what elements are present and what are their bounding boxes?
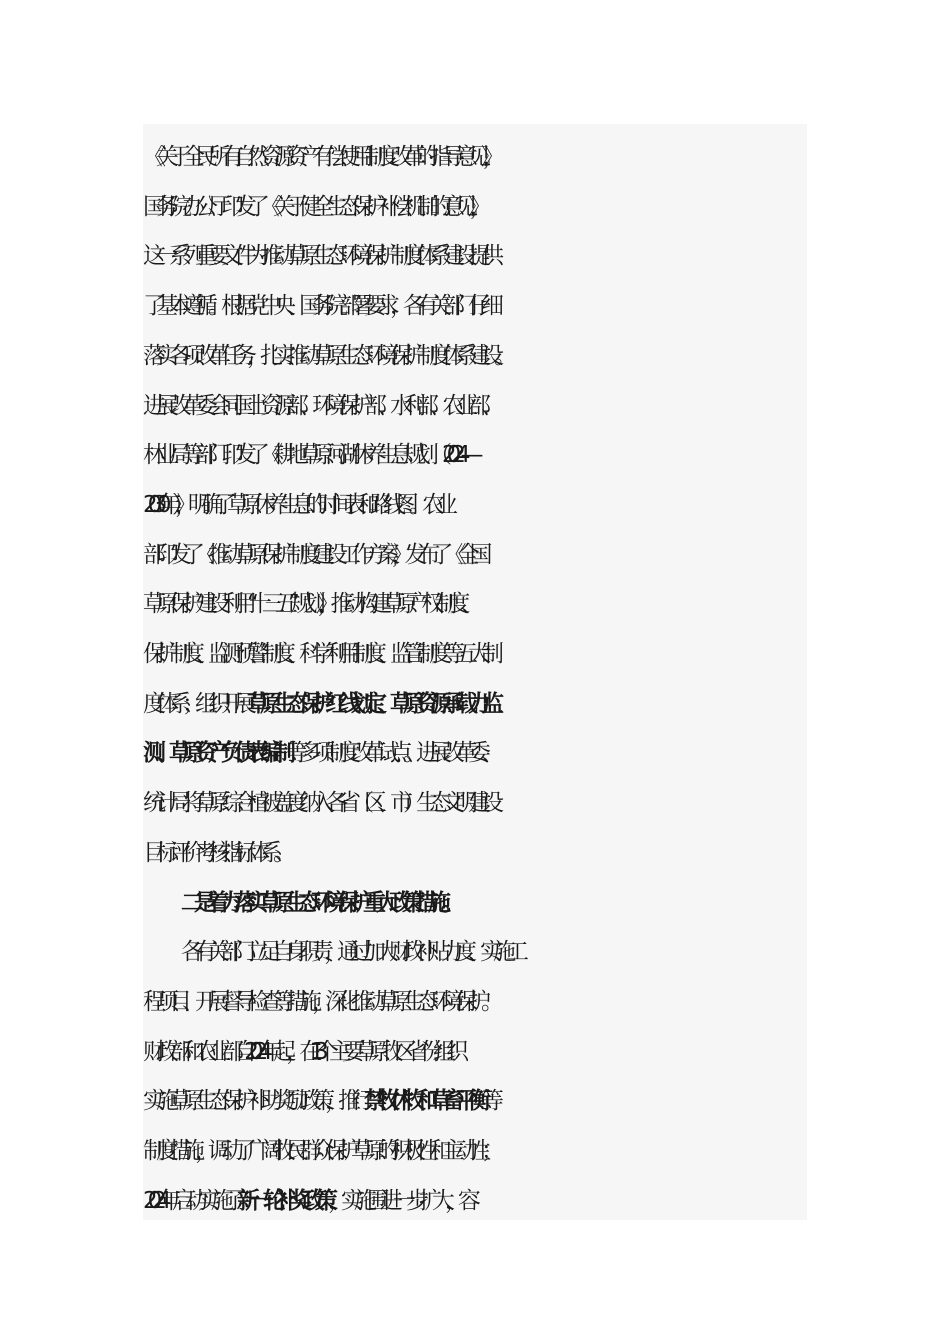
text-run: 2030 年）》，明确了草原休养生息的时间表和路线图。农业 <box>143 491 448 518</box>
paragraph-line <box>143 281 807 331</box>
paragraph-line <box>143 1027 807 1077</box>
text-run: 国务院办公厅印发了《关于健全生态保护补偿机制的意见》， <box>143 193 483 220</box>
text-run: 林业局等部门印发了《耕地草原河湖休养生息规划（2024— <box>143 442 474 469</box>
text-run: 实施草原生态保护补助奖励政策，推行 <box>143 1088 364 1115</box>
paragraph-line <box>143 1076 807 1126</box>
bold-text-run: 二是着力落实草原生态环境保护重大政策措施。 <box>181 889 454 916</box>
paragraph-line <box>143 728 807 778</box>
paragraph-line <box>143 629 807 679</box>
bold-text-run: 新一轮补奖政策 <box>236 1187 328 1214</box>
text-run: 财政部和农业部自 2024 年起，在 13 个主要草原牧区省份组织 <box>143 1038 460 1065</box>
text-run: ，实施围进一步扩大，容 <box>327 1187 471 1214</box>
text-run: 了基本遵循。根据党中央、国务院部署要求，各有关部门仔细 <box>143 293 494 320</box>
text-run: 保护制度、监测预警制度、科学利用制度、监管制度等五大制 <box>143 641 494 667</box>
paragraph-line <box>181 878 845 928</box>
bold-text-run: 测、草原资产负债表编制 <box>143 740 286 767</box>
text-run: 各有关部门立足自身职责，通过加大财政补贴力度、实施工 <box>181 939 519 966</box>
text-run: 目标评价考核指标体系。 <box>143 839 286 866</box>
paragraph-line <box>143 480 807 530</box>
paragraph-line <box>143 132 807 182</box>
paragraph-line <box>143 977 807 1027</box>
paragraph-line <box>143 331 807 381</box>
bold-text-run: 禁牧休牧和草畜平衡 <box>364 1088 481 1115</box>
paragraph-line <box>143 231 807 281</box>
paragraph-line <box>143 530 807 580</box>
text-run: 制度措施，调动了广阔牧民群众保护草原的积极性和主动性； <box>143 1138 494 1164</box>
text-run: 《关于全民所有自然资源资产有偿使用制度改革的指导意见》， <box>143 144 496 170</box>
text-run: 进展改革委会同国土资源部、环境保护部、水利部、农业部、 <box>143 392 494 419</box>
text-run: 这一系列重要文件为推动草原生态环境保护制度体系建设提供 <box>143 243 494 270</box>
paragraph-line <box>143 430 807 480</box>
text-run: 统计局将草原综合植被盖度纳入各省（区、市）生态文明建设 <box>143 790 494 817</box>
paragraph-line <box>143 679 807 729</box>
paragraph-line <box>143 1126 807 1176</box>
paragraph-line <box>143 182 807 232</box>
paragraph-line <box>143 778 807 828</box>
text-run: 等多项制度改革试点。进展改革委、 <box>286 740 494 767</box>
text-run: 程项目、开展督导检查等措施，深化推动草原生态环境保护。 <box>143 988 494 1015</box>
bold-text-run: 草原生态保护红线划定、草原资源承载力监 <box>247 690 494 717</box>
text-run: 2024 年启动实施了 <box>143 1187 237 1214</box>
paragraph-line <box>143 579 807 629</box>
text-run: 度体系；组织开展 <box>143 690 247 717</box>
paragraph-line <box>143 1176 807 1226</box>
text-run: 等 <box>481 1088 494 1115</box>
text-run: 部印发了《推动草原保护制度建设工作方案》，发布了《全国 <box>143 541 483 568</box>
document-text-block <box>143 124 807 1220</box>
paragraph-line <box>143 381 807 431</box>
text-run: 落实各项改革任务，扎实推动草原生态环境保护制度体系建设。 <box>143 342 507 369</box>
text-run: 草原保护建设利用“十三五”规划》，推动构建草原产权制度、 <box>143 591 474 618</box>
paragraph-line <box>181 927 845 977</box>
paragraph-line <box>143 828 807 878</box>
